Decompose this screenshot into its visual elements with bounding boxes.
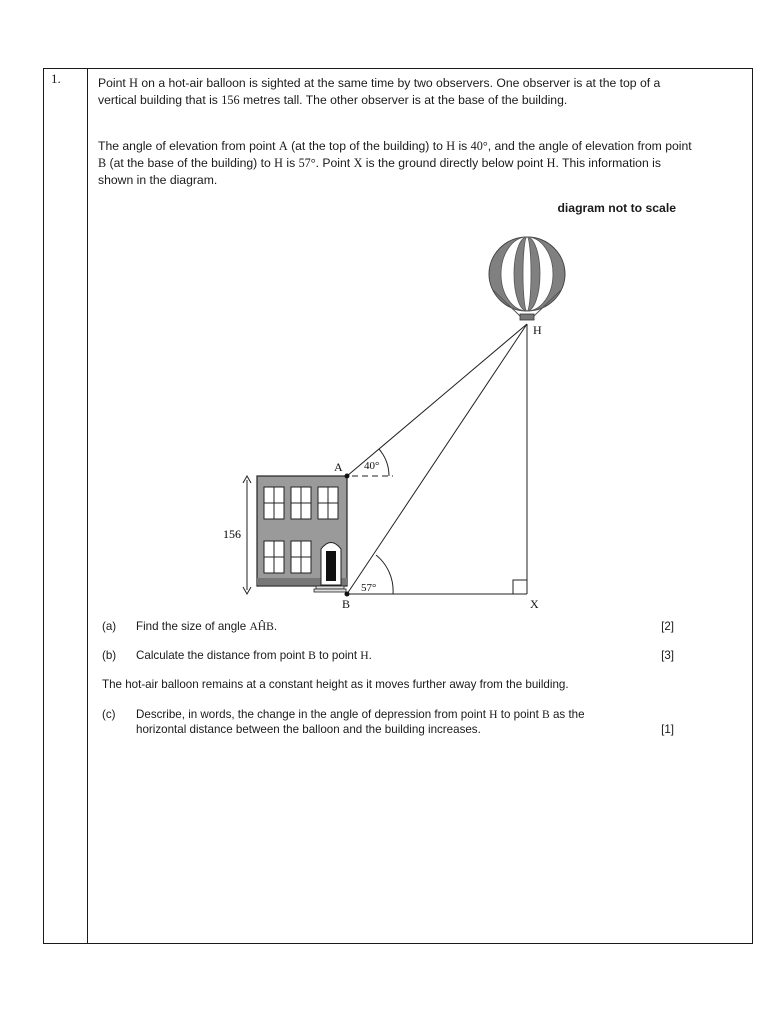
intro-paragraph-2: The angle of elevation from point A (at the top of the building) to H is 40°, and the angle of elevation from point B (at the base of the building) to H is 57°. Point X is the ground directly below point H. This information is shown in the diagram.	[98, 139, 692, 187]
part-b-text: Calculate the distance from point B to point H.	[136, 649, 372, 662]
label-x: X	[530, 597, 539, 611]
sight-lines	[347, 324, 527, 594]
part-a-marks: [2]	[661, 620, 674, 633]
building	[257, 476, 347, 592]
part-c-marks: [1]	[661, 723, 674, 736]
part-b-marks: [3]	[661, 649, 674, 662]
label-h: H	[533, 323, 542, 337]
part-c-label: (c)	[102, 708, 116, 721]
point-a	[345, 474, 350, 479]
point-b	[345, 592, 350, 597]
height-arrow	[243, 476, 251, 594]
height-label: 156	[223, 527, 241, 541]
part-c-text: Describe, in words, the change in the angle of depression from point H to point B as the horizontal distance between the balloon and the building increases.	[136, 708, 585, 736]
balloon	[489, 237, 565, 320]
diagram-note: diagram not to scale	[557, 201, 676, 215]
part-b-label: (b)	[102, 649, 117, 662]
part-a-text: Find the size of angle AĤB.	[136, 620, 278, 633]
label-a: A	[334, 460, 343, 474]
statement: The hot-air balloon remains at a constant height as it moves further away from the building.	[102, 678, 569, 691]
angle-b-label: 57°	[361, 582, 377, 594]
angle-a-label: 40°	[364, 460, 380, 472]
question-number: 1.	[51, 71, 61, 86]
part-a-label: (a)	[102, 620, 117, 633]
label-b: B	[342, 597, 351, 611]
intro-paragraph-1: Point H on a hot-air balloon is sighted at the same time by two observers. One observer is at the top of a vertical building that is 156 metres tall. The other observer is at the base of the building.	[98, 76, 661, 107]
